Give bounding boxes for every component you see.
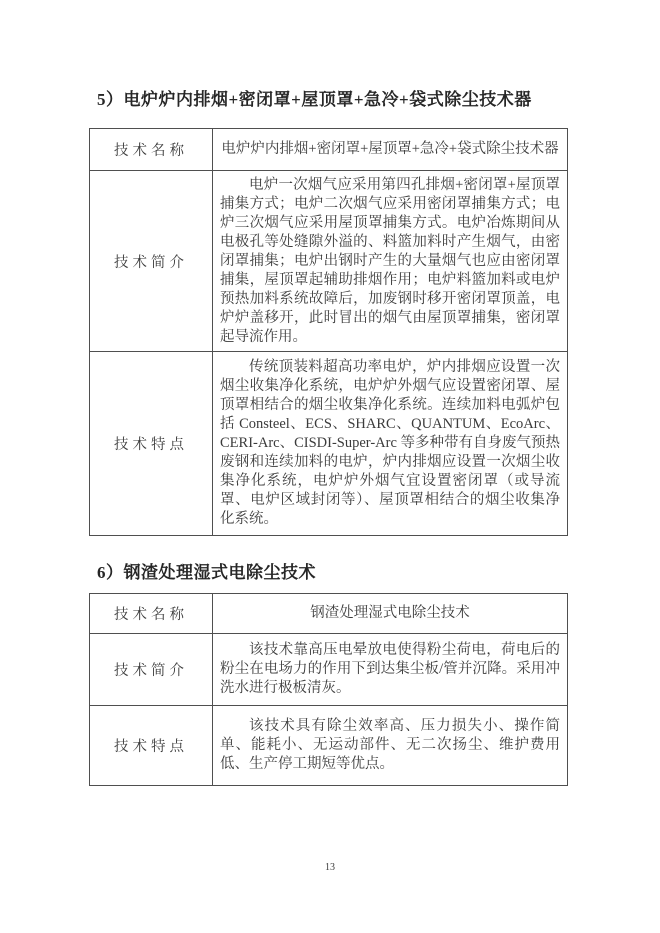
row-value-tech-intro: 电炉一次烟气应采用第四孔排烟+密闭罩+屋顶罩捕集方式；电炉二次烟气应采用密闭罩捕集方式；电炉三次烟气应采用屋顶罩捕集方式。电炉冶炼期间从电极孔等处缝隙外溢的、料篮加料时产生烟气，由密闭罩捕集；电炉出钢时产生的大量烟气也应由密闭罩捕集，屋顶罩起辅助排烟作用；电炉料篮加料或电炉预热加料系统故障后，加废钢时移开密闭罩顶盖，电炉炉盖移开，此时冒出的烟气由屋顶罩捕集，密闭罩起导流作用。 xyxy=(213,171,568,352)
table-row xyxy=(90,352,568,536)
row-value-tech-features: 传统顶装料超高功率电炉，炉内排烟应设置一次烟尘收集净化系统，电炉炉外烟气应设置密闭罩、屋顶罩相结合的烟尘收集净化系统。连续加料电弧炉包括 Consteel、ECS、SHARC、QUANTUM、EcoArc、CERI-Arc、CISDI-Super-Arc 等多种带有自身废气预热废钢和连续加料的电炉，炉内排烟应设置一次烟尘收集净化系统，电炉炉外烟气宜设置密闭罩（或导流罩、电炉区域封闭等）、屋顶罩相结合的烟尘收集净化系统。 xyxy=(213,352,568,536)
row-label-tech-name: 技术名称 xyxy=(90,594,213,634)
row-label-tech-features: 技术特点 xyxy=(90,706,213,786)
row-label-tech-name: 技术名称 xyxy=(90,129,213,171)
row-value-tech-name: 电炉炉内排烟+密闭罩+屋顶罩+急冷+袋式除尘技术器 xyxy=(213,129,568,171)
section-6-heading: 6）钢渣处理湿式电除尘技术 xyxy=(97,563,316,582)
table-row xyxy=(90,171,568,352)
row-value-tech-name: 钢渣处理湿式电除尘技术 xyxy=(213,594,568,634)
row-label-tech-intro: 技术简介 xyxy=(90,634,213,706)
table-row xyxy=(90,706,568,786)
section-5-heading: 5）电炉炉内排烟+密闭罩+屋顶罩+急冷+袋式除尘技术器 xyxy=(97,90,532,109)
table-row xyxy=(90,594,568,634)
page-number: 13 xyxy=(325,862,335,873)
section-6-table xyxy=(89,593,568,786)
table-row xyxy=(90,634,568,706)
table-row xyxy=(90,129,568,171)
row-label-tech-intro: 技术简介 xyxy=(90,171,213,352)
row-value-tech-features: 该技术具有除尘效率高、压力损失小、操作简单、能耗小、无运动部件、无二次扬尘、维护费用低、生产停工期短等优点。 xyxy=(213,706,568,786)
row-label-tech-features: 技术特点 xyxy=(90,352,213,536)
row-value-tech-intro: 该技术靠高压电晕放电使得粉尘荷电，荷电后的粉尘在电场力的作用下到达集尘板/管并沉降。采用冲洗水进行极板清灰。 xyxy=(213,634,568,706)
section-5-table xyxy=(89,128,568,536)
